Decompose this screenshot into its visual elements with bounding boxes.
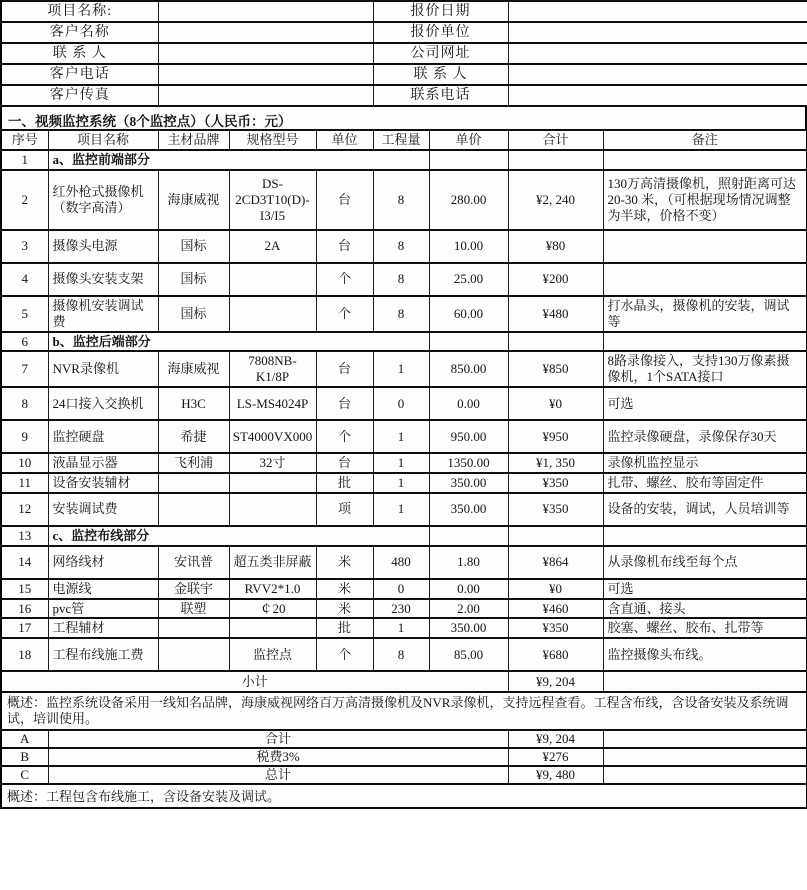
cell-brand: 国标	[158, 263, 229, 296]
cell-brand: 海康威视	[158, 170, 229, 230]
cell-unit-price: 85.00	[429, 638, 508, 671]
cell-serial: 14	[1, 546, 48, 579]
cell-total	[508, 526, 603, 546]
cell-quantity: 0	[373, 387, 429, 420]
cell-unit-price: 2.00	[429, 599, 508, 619]
cell-unit: 台	[316, 387, 373, 420]
info-row	[1, 1, 807, 22]
cell-total	[508, 150, 603, 170]
overview-row	[1, 692, 807, 730]
info-label: 报价日期	[373, 1, 508, 22]
cell-note	[603, 748, 807, 766]
cell-note	[603, 150, 807, 170]
cell-price	[429, 332, 508, 352]
cell-note: 打水晶头，摄像机的安装，调试等	[603, 296, 807, 332]
cell-note	[603, 230, 807, 263]
cell-name: 工程辅材	[48, 618, 158, 638]
section-row	[1, 332, 807, 352]
cell-name: 工程布线施工费	[48, 638, 158, 671]
section-row	[1, 150, 807, 170]
cell-model	[229, 618, 316, 638]
cell-total: ¥0	[508, 387, 603, 420]
item-row	[1, 599, 807, 619]
cell-name: 网络线材	[48, 546, 158, 579]
cell-unit: 个	[316, 263, 373, 296]
section-name: c、监控布线部分	[48, 526, 429, 546]
cell-unit-price: 0.00	[429, 387, 508, 420]
info-value	[508, 43, 807, 64]
info-label: 联 系 人	[1, 43, 158, 64]
cell-total: ¥80	[508, 230, 603, 263]
cell-serial: 11	[1, 473, 48, 493]
cell-note	[603, 730, 807, 748]
info-label: 公司网址	[373, 43, 508, 64]
cell-unit: 台	[316, 170, 373, 230]
total-value: ¥276	[508, 748, 603, 766]
info-label: 项目名称:	[1, 1, 158, 22]
cell-brand: 国标	[158, 230, 229, 263]
cell-price	[429, 150, 508, 170]
cell-model	[229, 473, 316, 493]
cell-quantity: 0	[373, 579, 429, 599]
info-row	[1, 22, 807, 43]
cell-name: 液晶显示器	[48, 453, 158, 473]
info-value	[158, 43, 373, 64]
column-header: 备注	[603, 130, 807, 150]
item-row	[1, 170, 807, 230]
cell-unit-price: 1350.00	[429, 453, 508, 473]
column-header: 项目名称	[48, 130, 158, 150]
cell-unit-price: 25.00	[429, 263, 508, 296]
overview-row	[1, 784, 807, 808]
cell-unit: 个	[316, 420, 373, 453]
item-row	[1, 230, 807, 263]
cell-serial: 7	[1, 351, 48, 387]
cell-brand	[158, 638, 229, 671]
item-row	[1, 453, 807, 473]
cell-note: 从录像机布线至每个点	[603, 546, 807, 579]
cell-name: 设备安装辅材	[48, 473, 158, 493]
cell-quantity: 8	[373, 263, 429, 296]
cell-model: 监控点	[229, 638, 316, 671]
info-value	[158, 1, 373, 22]
cell-serial: 13	[1, 526, 48, 546]
info-label: 联系电话	[373, 85, 508, 106]
info-value	[158, 64, 373, 85]
info-row	[1, 85, 807, 106]
total-row	[1, 766, 807, 784]
overview-text: 概述：工程包含布线施工，含设备安装及调试。	[1, 784, 807, 808]
cell-name: 电源线	[48, 579, 158, 599]
cell-quantity: 8	[373, 638, 429, 671]
cell-quantity: 230	[373, 599, 429, 619]
cell-brand: H3C	[158, 387, 229, 420]
cell-note	[603, 332, 807, 352]
cell-brand: 希捷	[158, 420, 229, 453]
info-row	[1, 43, 807, 64]
item-row	[1, 638, 807, 671]
item-row	[1, 618, 807, 638]
info-value	[508, 1, 807, 22]
cell-note: 含直通、接头	[603, 599, 807, 619]
cell-total: ¥950	[508, 420, 603, 453]
info-label: 客户名称	[1, 22, 158, 43]
item-row	[1, 420, 807, 453]
cell-brand: 金联宇	[158, 579, 229, 599]
cell-price	[429, 526, 508, 546]
cell-quantity: 1	[373, 493, 429, 526]
cell-note: 8路录像接入，支持130万像素摄像机，1个SATA接口	[603, 351, 807, 387]
section-name: b、监控后端部分	[48, 332, 429, 352]
cell-brand	[158, 493, 229, 526]
cell-name: 监控硬盘	[48, 420, 158, 453]
item-row	[1, 579, 807, 599]
cell-unit: 米	[316, 579, 373, 599]
cell-total: ¥480	[508, 296, 603, 332]
cell-unit-price: 350.00	[429, 493, 508, 526]
cell-serial: 9	[1, 420, 48, 453]
cell-note: 监控摄像头布线。	[603, 638, 807, 671]
cell-unit-price: 280.00	[429, 170, 508, 230]
cell-unit: 个	[316, 296, 373, 332]
cell-total: ¥200	[508, 263, 603, 296]
subtotal-row	[1, 671, 807, 692]
cell-model: 7808NB-K1/8P	[229, 351, 316, 387]
cell-name: 24口接入交换机	[48, 387, 158, 420]
cell-serial: 10	[1, 453, 48, 473]
section-name: a、监控前端部分	[48, 150, 429, 170]
cell-quantity: 8	[373, 170, 429, 230]
cell-serial: 5	[1, 296, 48, 332]
info-label: 客户电话	[1, 64, 158, 85]
cell-note: 130万高清摄像机，照射距离可达20-30 米，（可根据现场情况调整为半球，价格不变）	[603, 170, 807, 230]
cell-model: ￠20	[229, 599, 316, 619]
cell-unit-price: 950.00	[429, 420, 508, 453]
cell-model: DS-2CD3T10(D)-I3/I5	[229, 170, 316, 230]
cell-unit: 米	[316, 599, 373, 619]
cell-brand: 海康威视	[158, 351, 229, 387]
cell-model	[229, 263, 316, 296]
cell-unit: 台	[316, 453, 373, 473]
item-row	[1, 296, 807, 332]
item-row	[1, 351, 807, 387]
total-label: 合计	[48, 730, 508, 748]
cell-unit-price: 350.00	[429, 618, 508, 638]
cell-serial: 15	[1, 579, 48, 599]
cell-brand: 联塑	[158, 599, 229, 619]
section-title: 一、视频监控系统（8个监控点）（人民币：元）	[0, 107, 807, 129]
cell-serial: 2	[1, 170, 48, 230]
info-row	[1, 64, 807, 85]
cell-quantity: 8	[373, 296, 429, 332]
cell-quantity: 1	[373, 453, 429, 473]
cell-unit-price: 0.00	[429, 579, 508, 599]
total-serial: B	[1, 748, 48, 766]
info-value	[508, 85, 807, 106]
item-row	[1, 546, 807, 579]
cell-model: LS-MS4024P	[229, 387, 316, 420]
item-row	[1, 387, 807, 420]
cell-brand: 安讯普	[158, 546, 229, 579]
cell-unit: 台	[316, 351, 373, 387]
cell-note: 设备的安装，调试，人员培训等	[603, 493, 807, 526]
cell-brand: 国标	[158, 296, 229, 332]
overview-text: 概述：监控系统设备采用一线知名品牌，海康威视网络百万高清摄像机及NVR录像机，支持远程查看。工程含布线，含设备安装及系统调试，培训使用。	[1, 692, 807, 730]
cell-note: 监控录像硬盘，录像保存30天	[603, 420, 807, 453]
cell-quantity: 1	[373, 351, 429, 387]
info-value	[508, 64, 807, 85]
cell-quantity: 480	[373, 546, 429, 579]
cell-unit-price: 1.80	[429, 546, 508, 579]
item-row	[1, 473, 807, 493]
cell-total: ¥350	[508, 473, 603, 493]
cell-note	[603, 263, 807, 296]
cell-note	[603, 766, 807, 784]
cell-quantity: 1	[373, 473, 429, 493]
cell-serial: 12	[1, 493, 48, 526]
cell-quantity: 1	[373, 618, 429, 638]
cell-total: ¥350	[508, 618, 603, 638]
cell-unit-price: 350.00	[429, 473, 508, 493]
cell-total: ¥680	[508, 638, 603, 671]
cell-total: ¥2, 240	[508, 170, 603, 230]
cell-serial: 17	[1, 618, 48, 638]
info-value	[158, 22, 373, 43]
total-label: 总计	[48, 766, 508, 784]
cell-unit-price: 850.00	[429, 351, 508, 387]
cell-serial: 8	[1, 387, 48, 420]
cell-unit-price: 10.00	[429, 230, 508, 263]
cell-name: pvc管	[48, 599, 158, 619]
cell-note: 可选	[603, 579, 807, 599]
total-value: ¥9, 480	[508, 766, 603, 784]
cell-model	[229, 296, 316, 332]
total-row	[1, 748, 807, 766]
info-label: 联 系 人	[373, 64, 508, 85]
info-value	[508, 22, 807, 43]
cell-total: ¥1, 350	[508, 453, 603, 473]
cell-unit-price: 60.00	[429, 296, 508, 332]
total-label: 税费3%	[48, 748, 508, 766]
item-row	[1, 493, 807, 526]
cell-note	[603, 526, 807, 546]
cell-model: 超五类非屏蔽	[229, 546, 316, 579]
cell-quantity: 8	[373, 230, 429, 263]
cell-brand: 飞利浦	[158, 453, 229, 473]
info-label: 客户传真	[1, 85, 158, 106]
cell-total: ¥460	[508, 599, 603, 619]
cell-serial: 16	[1, 599, 48, 619]
cell-unit: 批	[316, 473, 373, 493]
subtotal-value: ¥9, 204	[508, 671, 603, 692]
total-serial: A	[1, 730, 48, 748]
cell-model: ST4000VX000	[229, 420, 316, 453]
cell-name: 红外枪式摄像机（数字高清）	[48, 170, 158, 230]
cell-unit: 项	[316, 493, 373, 526]
cell-serial: 6	[1, 332, 48, 352]
cell-model: 2A	[229, 230, 316, 263]
subtotal-label: 小计	[1, 671, 508, 692]
column-header: 主材品牌	[158, 130, 229, 150]
info-value	[158, 85, 373, 106]
cell-serial: 1	[1, 150, 48, 170]
total-serial: C	[1, 766, 48, 784]
info-header-table	[0, 0, 807, 107]
cell-model: RVV2*1.0	[229, 579, 316, 599]
total-row	[1, 730, 807, 748]
cell-serial: 18	[1, 638, 48, 671]
cell-total: ¥850	[508, 351, 603, 387]
cell-model	[229, 493, 316, 526]
column-header: 单位	[316, 130, 373, 150]
cell-total: ¥864	[508, 546, 603, 579]
cell-total: ¥0	[508, 579, 603, 599]
cell-note: 可选	[603, 387, 807, 420]
info-label: 报价单位	[373, 22, 508, 43]
cell-note: 录像机监控显示	[603, 453, 807, 473]
total-value: ¥9, 204	[508, 730, 603, 748]
item-row	[1, 263, 807, 296]
cell-unit: 批	[316, 618, 373, 638]
quotation-table	[0, 129, 807, 809]
cell-brand	[158, 473, 229, 493]
cell-total	[508, 332, 603, 352]
cell-model: 32寸	[229, 453, 316, 473]
table-header-row	[1, 130, 807, 150]
column-header: 序号	[1, 130, 48, 150]
cell-name: 摄像机安装调试费	[48, 296, 158, 332]
column-header: 单价	[429, 130, 508, 150]
cell-brand	[158, 618, 229, 638]
column-header: 工程量	[373, 130, 429, 150]
cell-name: 摄像头安装支架	[48, 263, 158, 296]
cell-total: ¥350	[508, 493, 603, 526]
cell-note	[603, 671, 807, 692]
cell-serial: 4	[1, 263, 48, 296]
cell-note: 扎带、螺丝、胶布等固定件	[603, 473, 807, 493]
cell-name: 安装调试费	[48, 493, 158, 526]
cell-unit: 米	[316, 546, 373, 579]
cell-unit: 个	[316, 638, 373, 671]
cell-quantity: 1	[373, 420, 429, 453]
cell-name: 摄像头电源	[48, 230, 158, 263]
cell-serial: 3	[1, 230, 48, 263]
cell-note: 胶塞、螺丝、胶布、扎带等	[603, 618, 807, 638]
column-header: 合计	[508, 130, 603, 150]
cell-unit: 台	[316, 230, 373, 263]
column-header: 规格型号	[229, 130, 316, 150]
section-row	[1, 526, 807, 546]
cell-name: NVR录像机	[48, 351, 158, 387]
